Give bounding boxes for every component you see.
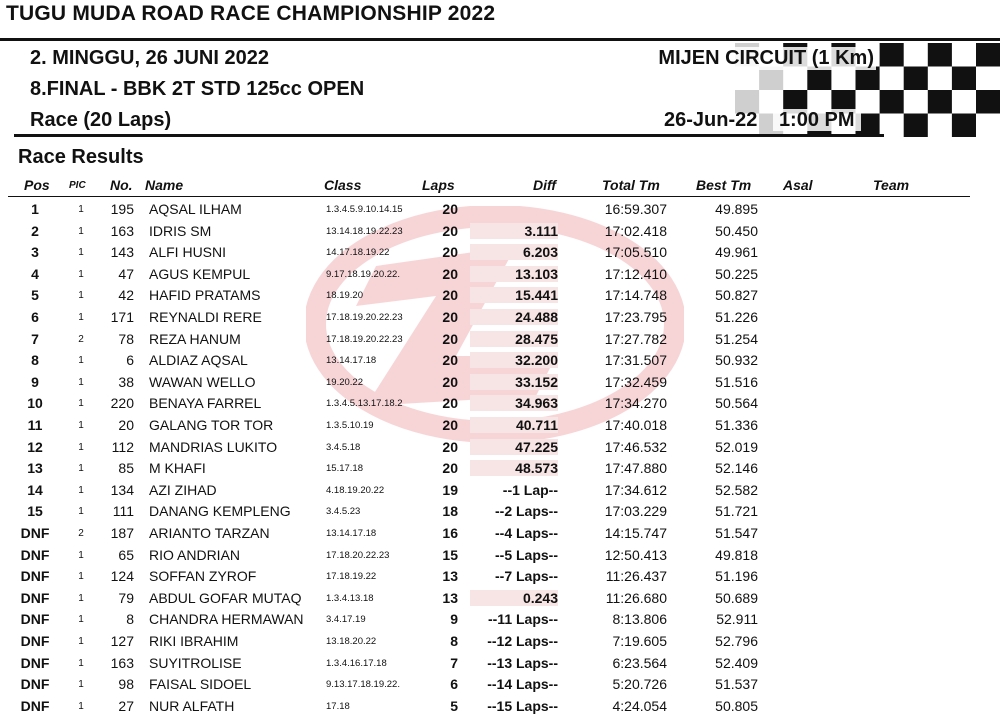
table-row bbox=[0, 566, 1000, 587]
cell-total: 11:26.680 bbox=[605, 589, 667, 606]
cell-pos: 8 bbox=[31, 352, 39, 369]
cell-best: 51.196 bbox=[715, 568, 758, 585]
cell-total: 17:34.612 bbox=[604, 481, 667, 498]
table-row bbox=[0, 609, 1000, 630]
cell-no: 187 bbox=[110, 525, 134, 541]
cell-diff: 15.441 bbox=[470, 287, 558, 303]
col-laps: Laps bbox=[422, 177, 455, 193]
col-diff: Diff bbox=[533, 177, 557, 193]
cell-name: ALFI HUSNI bbox=[149, 244, 227, 261]
cell-laps: 15 bbox=[442, 546, 458, 563]
table-row bbox=[0, 437, 1000, 458]
cell-no: 85 bbox=[118, 460, 134, 477]
cell-total: 17:46.532 bbox=[604, 438, 667, 455]
cell-pos: 6 bbox=[31, 309, 39, 325]
cell-pic: 1 bbox=[78, 679, 84, 691]
cell-laps: 13 bbox=[442, 589, 458, 606]
cell-laps: 19 bbox=[442, 481, 458, 498]
cell-best: 51.516 bbox=[715, 373, 758, 390]
cell-best: 50.689 bbox=[715, 589, 758, 606]
cell-diff: 33.152 bbox=[470, 374, 558, 390]
cell-best: 52.582 bbox=[715, 481, 758, 498]
cell-class: 3.4.5.18 bbox=[326, 441, 361, 453]
cell-name: CHANDRA HERMAWAN bbox=[149, 611, 304, 628]
cell-laps: 20 bbox=[442, 373, 458, 390]
cell-pic: 1 bbox=[78, 420, 84, 431]
cell-class: 15.17.18 bbox=[326, 463, 363, 475]
cell-no: 143 bbox=[110, 244, 134, 261]
cell-no: 127 bbox=[110, 633, 134, 649]
checker-cell bbox=[807, 67, 831, 91]
cell-laps: 20 bbox=[442, 309, 458, 325]
cell-no: 134 bbox=[110, 481, 134, 498]
race-time: 1:00 PM bbox=[773, 109, 861, 131]
table-row bbox=[0, 221, 1000, 242]
cell-laps: 16 bbox=[442, 525, 458, 541]
table-row bbox=[0, 307, 1000, 328]
cell-pos: 3 bbox=[31, 244, 39, 261]
cell-total: 17:40.018 bbox=[604, 417, 667, 433]
table-row bbox=[0, 674, 1000, 695]
cell-pos: DNF bbox=[20, 611, 50, 628]
cell-best: 51.254 bbox=[715, 330, 758, 347]
cell-laps: 8 bbox=[450, 633, 458, 649]
cell-total: 11:26.437 bbox=[605, 568, 667, 585]
race-date: 26-Jun-22 bbox=[664, 109, 758, 131]
cell-no: 195 bbox=[110, 201, 134, 217]
cell-class: 17.18.19.20.22.23 bbox=[326, 333, 403, 345]
cell-name: ABDUL GOFAR MUTAQ bbox=[149, 589, 302, 606]
cell-diff: --2 Laps-- bbox=[495, 503, 558, 520]
cell-total: 16:59.307 bbox=[604, 201, 667, 217]
cell-no: 124 bbox=[110, 568, 134, 585]
cell-class: 13.14.17.18 bbox=[326, 355, 377, 367]
cell-name: M KHAFI bbox=[149, 460, 206, 477]
cell-name: SOFFAN ZYROF bbox=[149, 568, 257, 585]
cell-diff: 32.200 bbox=[470, 352, 558, 368]
cell-pic: 2 bbox=[78, 528, 84, 539]
cell-pic: 1 bbox=[78, 268, 84, 280]
cell-no: 27 bbox=[118, 697, 134, 714]
table-row bbox=[0, 372, 1000, 393]
header-divider-top bbox=[0, 38, 1000, 41]
cell-best: 49.961 bbox=[715, 244, 758, 261]
cell-no: 171 bbox=[110, 309, 134, 325]
checker-cell bbox=[952, 114, 976, 138]
cell-no: 6 bbox=[126, 352, 134, 369]
cell-diff: 34.963 bbox=[470, 395, 558, 411]
table-row bbox=[0, 523, 1000, 544]
cell-pos: DNF bbox=[20, 676, 50, 693]
col-best: Best Tm bbox=[696, 177, 752, 193]
cell-name: RIKI IBRAHIM bbox=[149, 633, 239, 649]
cell-total: 17:05.510 bbox=[604, 244, 667, 261]
cell-pic: 1 bbox=[78, 549, 84, 561]
cell-total: 17:14.748 bbox=[604, 287, 667, 304]
header-divider-bottom bbox=[14, 134, 884, 137]
cell-total: 17:12.410 bbox=[604, 265, 667, 282]
cell-laps: 20 bbox=[442, 460, 458, 477]
cell-best: 51.537 bbox=[715, 676, 758, 693]
cell-total: 17:32.459 bbox=[604, 373, 667, 390]
cell-laps: 20 bbox=[442, 438, 458, 455]
cell-total: 17:02.418 bbox=[604, 222, 667, 239]
col-total: Total Tm bbox=[602, 177, 660, 193]
cell-pic: 1 bbox=[78, 312, 84, 323]
cell-diff: --11 Laps-- bbox=[487, 611, 558, 628]
cell-diff: 13.103 bbox=[470, 266, 558, 282]
cell-laps: 20 bbox=[442, 330, 458, 347]
cell-no: 20 bbox=[118, 417, 134, 433]
cell-class: 1.3.5.10.19 bbox=[326, 420, 374, 431]
cell-diff: 6.203 bbox=[470, 244, 558, 260]
cell-no: 163 bbox=[110, 222, 134, 239]
cell-pos: 13 bbox=[27, 460, 43, 477]
cell-diff: --4 Laps-- bbox=[495, 525, 558, 541]
cell-pic: 1 bbox=[78, 441, 84, 453]
cell-class: 3.4.17.19 bbox=[326, 614, 366, 626]
cell-diff: 28.475 bbox=[470, 331, 558, 347]
cell-diff: 48.573 bbox=[470, 460, 558, 476]
cell-class: 19.20.22 bbox=[326, 376, 363, 388]
cell-best: 50.564 bbox=[715, 395, 758, 412]
cell-no: 38 bbox=[118, 373, 134, 390]
cell-best: 51.721 bbox=[715, 503, 758, 520]
checker-cell bbox=[952, 67, 976, 91]
cell-laps: 20 bbox=[442, 265, 458, 282]
cell-best: 50.225 bbox=[715, 265, 758, 282]
cell-class: 9.13.17.18.19.22. bbox=[326, 679, 400, 691]
cell-total: 5:20.726 bbox=[612, 676, 667, 693]
cell-no: 220 bbox=[110, 395, 134, 412]
cell-class: 18.19.20 bbox=[326, 290, 363, 302]
championship-title: TUGU MUDA ROAD RACE CHAMPIONSHIP 2022 bbox=[6, 2, 496, 25]
cell-name: AGUS KEMPUL bbox=[149, 265, 251, 282]
cell-name: GALANG TOR TOR bbox=[149, 417, 274, 433]
cell-diff: --14 Laps-- bbox=[487, 676, 558, 693]
cell-pic: 1 bbox=[78, 636, 84, 647]
cell-class: 1.3.4.16.17.18 bbox=[326, 657, 387, 669]
cell-pos: 15 bbox=[27, 503, 43, 520]
cell-name: BENAYA FARREL bbox=[149, 395, 262, 412]
cell-pos: 7 bbox=[31, 330, 39, 347]
cell-name: ARIANTO TARZAN bbox=[149, 525, 270, 541]
cell-class: 1.3.4.5.13.17.18.2 bbox=[326, 398, 403, 410]
checker-cell bbox=[928, 43, 952, 67]
cell-pic: 1 bbox=[78, 290, 84, 302]
cell-diff: --13 Laps-- bbox=[487, 654, 558, 671]
checker-cell bbox=[904, 67, 928, 91]
cell-total: 17:23.795 bbox=[604, 309, 667, 325]
cell-name: HAFID PRATAMS bbox=[149, 287, 261, 304]
cell-best: 50.827 bbox=[715, 287, 758, 304]
table-row bbox=[0, 329, 1000, 350]
cell-pos: DNF bbox=[20, 697, 50, 714]
cell-pic: 1 bbox=[78, 614, 84, 626]
cell-pic: 1 bbox=[78, 700, 84, 712]
col-class: Class bbox=[324, 177, 362, 193]
col-team: Team bbox=[873, 177, 910, 193]
cell-pic: 1 bbox=[78, 376, 84, 388]
cell-best: 51.547 bbox=[715, 525, 758, 541]
cell-name: WAWAN WELLO bbox=[149, 373, 256, 390]
cell-laps: 5 bbox=[450, 697, 458, 714]
cell-pic: 1 bbox=[78, 506, 84, 518]
cell-pos: DNF bbox=[20, 546, 50, 563]
checker-cell bbox=[976, 43, 1000, 67]
cell-laps: 20 bbox=[442, 352, 458, 369]
cell-name: AQSAL ILHAM bbox=[149, 201, 242, 217]
cell-pic: 1 bbox=[78, 592, 84, 604]
cell-diff: --1 Lap-- bbox=[502, 481, 558, 498]
cell-total: 17:03.229 bbox=[604, 503, 667, 520]
cell-pic: 1 bbox=[78, 398, 84, 410]
cell-name: AZI ZIHAD bbox=[149, 481, 217, 498]
cell-best: 49.818 bbox=[715, 546, 758, 563]
cell-best: 52.796 bbox=[715, 633, 758, 649]
cell-diff: --12 Laps-- bbox=[487, 633, 558, 649]
cell-total: 4:24.054 bbox=[612, 697, 667, 714]
cell-diff: 40.711 bbox=[470, 417, 558, 433]
cell-class: 17.18.19.22 bbox=[326, 571, 377, 583]
cell-laps: 20 bbox=[442, 287, 458, 304]
table-row bbox=[0, 242, 1000, 263]
cell-class: 17.18.19.20.22.23 bbox=[326, 312, 403, 323]
cell-name: SUYITROLISE bbox=[149, 654, 242, 671]
cell-pos: DNF bbox=[20, 525, 50, 541]
cell-name: FAISAL SIDOEL bbox=[149, 676, 252, 693]
cell-pos: 4 bbox=[31, 265, 39, 282]
col-no: No. bbox=[110, 177, 133, 193]
cell-pos: DNF bbox=[20, 568, 50, 585]
cell-pic: 1 bbox=[78, 355, 84, 367]
cell-no: 98 bbox=[118, 676, 134, 693]
checker-cell bbox=[880, 43, 904, 67]
cell-pos: 9 bbox=[31, 373, 39, 390]
cell-class: 13.18.20.22 bbox=[326, 636, 377, 647]
cell-diff: --15 Laps-- bbox=[487, 697, 558, 714]
cell-best: 50.805 bbox=[715, 697, 758, 714]
cell-pos: DNF bbox=[20, 589, 50, 606]
checker-cell bbox=[976, 90, 1000, 114]
cell-best: 52.019 bbox=[715, 438, 758, 455]
cell-pos: DNF bbox=[20, 654, 50, 671]
event-name: 8.FINAL - BBK 2T STD 125cc OPEN bbox=[30, 78, 365, 100]
cell-diff: 0.243 bbox=[470, 590, 558, 606]
cell-pic: 2 bbox=[78, 333, 84, 345]
cell-class: 4.18.19.20.22 bbox=[326, 484, 385, 496]
cell-no: 78 bbox=[118, 330, 134, 347]
cell-name: MANDRIAS LUKITO bbox=[149, 438, 278, 455]
cell-total: 12:50.413 bbox=[604, 546, 667, 563]
cell-no: 47 bbox=[118, 265, 134, 282]
checker-cell bbox=[904, 114, 928, 138]
cell-no: 8 bbox=[126, 611, 134, 628]
table-row bbox=[0, 264, 1000, 285]
cell-class: 13.14.18.19.22.23 bbox=[326, 225, 403, 237]
cell-laps: 20 bbox=[442, 417, 458, 433]
table-row bbox=[0, 350, 1000, 371]
cell-pic: 1 bbox=[78, 484, 84, 496]
checker-cell bbox=[880, 90, 904, 114]
table-row bbox=[0, 653, 1000, 674]
cell-pic: 1 bbox=[78, 657, 84, 669]
table-row bbox=[0, 545, 1000, 566]
table-row bbox=[0, 393, 1000, 414]
cell-total: 17:34.270 bbox=[604, 395, 667, 412]
cell-pos: 11 bbox=[27, 417, 43, 433]
checker-cell bbox=[928, 90, 952, 114]
cell-laps: 20 bbox=[442, 244, 458, 261]
cell-laps: 20 bbox=[442, 201, 458, 217]
table-row bbox=[0, 199, 1000, 220]
cell-total: 17:47.880 bbox=[604, 460, 667, 477]
cell-class: 17.18 bbox=[326, 700, 350, 712]
cell-pos: 1 bbox=[31, 201, 39, 217]
circuit-name: MIJEN CIRCUIT (1 Km) bbox=[658, 47, 874, 69]
cell-diff: 24.488 bbox=[470, 309, 558, 325]
cell-laps: 18 bbox=[442, 503, 458, 520]
cell-pic: 1 bbox=[78, 463, 84, 475]
table-row bbox=[0, 458, 1000, 479]
cell-no: 111 bbox=[112, 503, 134, 520]
cell-total: 17:27.782 bbox=[604, 330, 667, 347]
cell-laps: 20 bbox=[442, 395, 458, 412]
table-row bbox=[0, 588, 1000, 609]
cell-no: 79 bbox=[118, 589, 134, 606]
cell-best: 52.409 bbox=[715, 654, 758, 671]
cell-class: 17.18.20.22.23 bbox=[326, 549, 390, 561]
col-pic: PIC bbox=[69, 180, 86, 191]
cell-no: 163 bbox=[110, 654, 134, 671]
cell-name: NUR ALFATH bbox=[149, 697, 235, 714]
cell-best: 50.932 bbox=[715, 352, 758, 369]
cell-no: 112 bbox=[111, 438, 134, 455]
cell-laps: 13 bbox=[442, 568, 458, 585]
cell-best: 52.146 bbox=[715, 460, 758, 477]
table-row bbox=[0, 631, 1000, 652]
col-name: Name bbox=[145, 177, 184, 193]
table-row bbox=[0, 415, 1000, 436]
cell-total: 17:31.507 bbox=[604, 352, 667, 369]
race-laps: Race (20 Laps) bbox=[30, 109, 172, 131]
cell-pic: 1 bbox=[78, 204, 84, 215]
cell-name: ALDIAZ AQSAL bbox=[149, 352, 248, 369]
cell-class: 1.3.4.13.18 bbox=[326, 592, 374, 604]
cell-class: 1.3.4.5.9.10.14.15 bbox=[326, 204, 403, 215]
cell-diff: 47.225 bbox=[470, 439, 558, 455]
cell-pos: DNF bbox=[20, 633, 50, 649]
cell-pos: 12 bbox=[27, 438, 43, 455]
cell-class: 14.17.18.19.22 bbox=[326, 247, 390, 259]
checker-cell bbox=[759, 67, 783, 91]
cell-class: 9.17.18.19.20.22. bbox=[326, 268, 400, 280]
cell-best: 49.895 bbox=[715, 201, 758, 217]
cell-total: 6:23.564 bbox=[612, 654, 667, 671]
cell-name: RIO ANDRIAN bbox=[149, 546, 241, 563]
cell-name: REYNALDI RERE bbox=[149, 309, 262, 325]
cell-diff: 3.111 bbox=[470, 223, 558, 239]
cell-best: 51.226 bbox=[715, 309, 758, 325]
cell-best: 50.450 bbox=[715, 222, 758, 239]
cell-best: 52.911 bbox=[716, 611, 758, 628]
col-asal: Asal bbox=[783, 177, 813, 193]
table-row bbox=[0, 285, 1000, 306]
cell-pos: 14 bbox=[27, 481, 43, 498]
table-row bbox=[0, 501, 1000, 522]
cell-no: 65 bbox=[118, 546, 134, 563]
cell-pos: 5 bbox=[31, 287, 39, 304]
cell-name: IDRIS SM bbox=[149, 222, 212, 239]
cell-class: 3.4.5.23 bbox=[326, 506, 361, 518]
race-datetime bbox=[664, 109, 861, 132]
cell-total: 7:19.605 bbox=[612, 633, 667, 649]
header-underline bbox=[8, 196, 970, 197]
cell-laps: 9 bbox=[450, 611, 458, 628]
cell-name: REZA HANUM bbox=[149, 330, 241, 347]
cell-best: 51.336 bbox=[715, 417, 758, 433]
round-date: 2. MINGGU, 26 JUNI 2022 bbox=[30, 47, 269, 69]
table-row bbox=[0, 696, 1000, 717]
cell-total: 8:13.806 bbox=[612, 611, 667, 628]
cell-diff: --7 Laps-- bbox=[495, 568, 558, 585]
cell-pos: 10 bbox=[27, 395, 43, 412]
cell-class: 13.14.17.18 bbox=[326, 528, 377, 539]
checker-cell bbox=[856, 67, 880, 91]
cell-diff: --5 Laps-- bbox=[495, 546, 558, 563]
cell-pos: 2 bbox=[31, 222, 39, 239]
cell-pic: 1 bbox=[78, 247, 84, 259]
cell-pic: 1 bbox=[78, 571, 84, 583]
cell-laps: 20 bbox=[442, 222, 458, 239]
cell-pic: 1 bbox=[78, 225, 84, 237]
cell-no: 42 bbox=[118, 287, 134, 304]
cell-name: DANANG KEMPLENG bbox=[149, 503, 291, 520]
col-pos: Pos bbox=[24, 177, 50, 193]
table-row bbox=[0, 480, 1000, 501]
cell-laps: 6 bbox=[450, 676, 458, 693]
section-title: Race Results bbox=[18, 146, 144, 168]
cell-laps: 7 bbox=[450, 654, 458, 671]
cell-total: 14:15.747 bbox=[604, 525, 667, 541]
